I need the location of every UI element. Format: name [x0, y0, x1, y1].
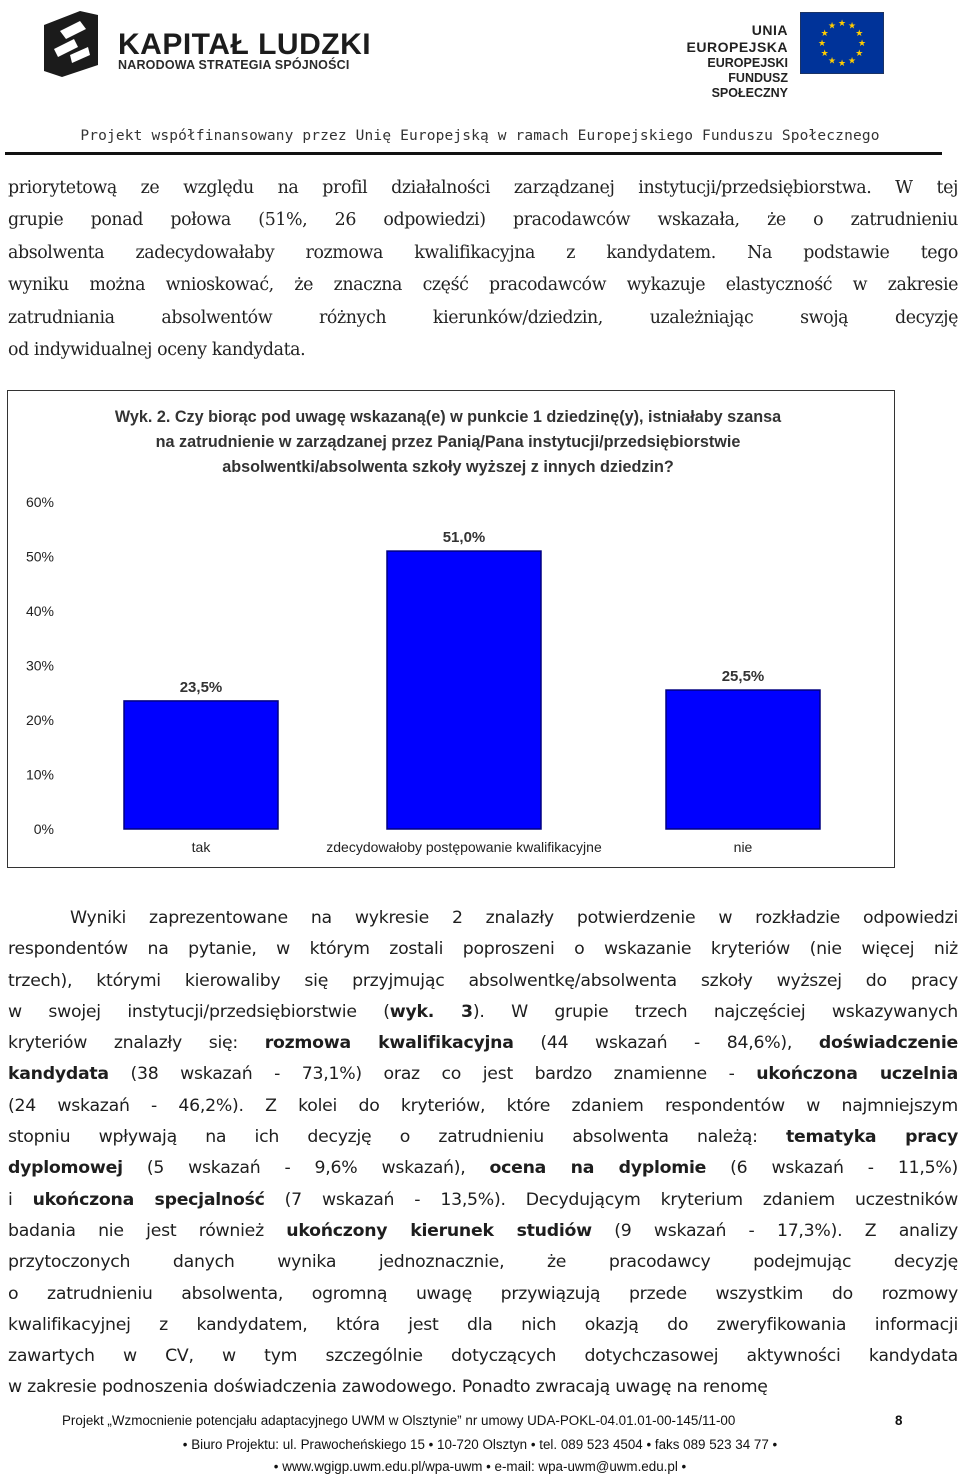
bar — [124, 701, 278, 829]
y-tick-label: 10% — [25, 766, 54, 783]
data-label: 23,5% — [179, 678, 223, 696]
project-cofinancing-line: Projekt współfinansowany przez Unię Europejską w ramach Europejskiego Funduszu Społecznego — [80, 128, 880, 144]
text-line: respondentów na pytanie, w którym zostali poproszeni o wskazanie kryteriów (nie więcej niż — [8, 939, 958, 960]
text-line: trzech), którymi kierowaliby się przyjmując absolwentkę/absolwenta szkoły wyższej do pracy — [8, 970, 958, 991]
eu-star-icon: ★ — [847, 21, 857, 32]
y-tick-label: 50% — [25, 548, 54, 565]
eu-star-icon: ★ — [847, 56, 857, 67]
bold-term: tematyka pracy — [786, 1127, 958, 1148]
bold-term: ukończona uczelnia — [756, 1064, 958, 1085]
eu-star-icon: ★ — [827, 21, 837, 32]
eu-star-icon: ★ — [820, 49, 829, 59]
x-category-label: tak — [191, 839, 211, 855]
text-line: w zakresie podnoszenia doświadczenia zawodowego. Ponadto zwracają uwagę na renomę — [8, 1377, 768, 1398]
eu-star-icon: ★ — [857, 39, 867, 49]
text-line: priorytetową ze względu na profil działalności zarządzanej instytucji/przedsiębiorstwa. W tej — [8, 178, 958, 198]
paragraph-results — [8, 903, 958, 1404]
data-label: 25,5% — [721, 668, 765, 686]
text-line: dyplomowej (5 wskazań - 9,6% wskazań), ocena na dyplomie (6 wskazań - 11,5%) — [8, 1158, 958, 1179]
y-tick-label: 20% — [25, 712, 54, 728]
footer-address-line: • Biuro Projektu: ul. Prawocheńskiego 15 • 10-720 Olsztyn • tel. 089 523 4504 • faks 089 523 34 77 • — [182, 1437, 778, 1452]
bold-term: wyk. 3 — [389, 1001, 473, 1022]
bold-term: ocena na dyplomie — [489, 1158, 707, 1179]
x-category-label: zdecydowałoby postępowanie kwalifikacyjne — [326, 839, 602, 855]
bold-term: dyplomowej — [8, 1158, 123, 1179]
eu-text-block — [652, 22, 788, 101]
y-tick-label: 60% — [25, 494, 54, 510]
y-tick-label: 30% — [25, 657, 54, 674]
page-number: 8 — [895, 1413, 903, 1428]
eu-star-icon: ★ — [837, 59, 847, 69]
paragraph-intro — [8, 172, 958, 366]
chart-plot — [8, 391, 894, 867]
kapital-ludzki-logo — [40, 5, 102, 81]
bold-term: rozmowa kwalifikacyjna — [264, 1033, 514, 1054]
chart-wyk-2 — [7, 390, 895, 868]
text-line: (24 wskazań - 46,2%). Z kolei do kryteriów, które zdaniem respondentów w najmniejszym — [8, 1095, 958, 1116]
text-line: o zatrudnieniu absolwenta, ogromną uwagę przywiązują przede wszystkim do rozmowy — [8, 1283, 958, 1304]
ue-line3: FUNDUSZ SPOŁECZNY — [711, 71, 788, 100]
eu-star-icon: ★ — [855, 49, 864, 59]
text-line: w swojej instytucji/przedsiębiorstwie (wyk. 3). W grupie trzech najczęściej wskazywanych — [8, 1001, 959, 1022]
eu-flag-icon — [800, 12, 884, 74]
ue-line2: EUROPEJSKI — [707, 56, 788, 70]
text-line: kandydata (38 wskazań - 73,1%) oraz co jest bardzo znamienne - ukończona uczelnia — [8, 1064, 958, 1085]
text-line: stopniu wpływają na ich decyzję o zatrudnieniu absolwenta należą: tematyka pracy — [8, 1127, 958, 1148]
kapital-ludzki-title: KAPITAŁ LUDZKI — [118, 28, 372, 61]
text-line: zatrudniania absolwentów różnych kierunków/dziedzin, uzależniając swoją decyzję — [8, 307, 958, 328]
text-line: i ukończona specjalność (7 wskazań - 13,5%). Decydującym kryterium zdaniem uczestników — [8, 1189, 958, 1210]
data-label: 51,0% — [442, 529, 486, 547]
bar — [666, 690, 820, 829]
chart-title-line: na zatrudnienie w zarządzanej przez Panią/Pana instytucji/przedsiębiorstwie — [155, 433, 741, 451]
eu-star-icon: ★ — [817, 39, 827, 49]
text-line: od indywidualnej oceny kandydata. — [8, 340, 306, 361]
kapital-ludzki-subtitle: NARODOWA STRATEGIA SPÓJNOŚCI — [118, 58, 350, 72]
bold-term: ukończony kierunek studiów — [286, 1220, 592, 1241]
text-line: przytoczonych danych wynika jednoznacznie, że pracodawcy podejmując decyzję — [8, 1252, 958, 1273]
eu-star-icon: ★ — [820, 29, 829, 39]
bold-term: ukończona specjalność — [32, 1189, 265, 1210]
footer-project-line: Projekt „Wzmocnienie potencjału adaptacyjnego UWM w Olsztynie” nr umowy UDA-POKL-04.01.01-00-145/11-00 — [62, 1413, 736, 1428]
text-line: kryteriów znalazły się: rozmowa kwalifikacyjna (44 wskazań - 84,6%), doświadczenie — [8, 1033, 958, 1054]
eu-star-icon: ★ — [855, 29, 864, 39]
eu-star-icon: ★ — [827, 56, 837, 67]
chart-title-line: Wyk. 2. Czy biorąc pod uwagę wskazaną(e) w punkcie 1 dziedzinę(y), istniałaby szansa — [114, 408, 782, 426]
y-tick-label: 40% — [25, 603, 54, 619]
text-line: kwalifikacyjnej z kandydatem, która jest dla nich okazją do zweryfikowania informacji — [8, 1314, 958, 1335]
eu-star-icon: ★ — [837, 19, 847, 29]
x-category-label: nie — [733, 839, 753, 855]
chart-title-line: absolwentki/absolwenta szkoły wyższej z innych dziedzin? — [222, 458, 674, 476]
bar — [387, 551, 541, 829]
text-line: Wyniki zaprezentowane na wykresie 2 znalazły potwierdzenie w rozkładzie odpowiedzi — [70, 908, 958, 928]
bold-term: kandydata — [8, 1064, 109, 1085]
footer-web-line: • www.wgigp.uwm.edu.pl/wpa-uwm • e-mail: wpa-uwm@uwm.edu.pl • — [273, 1459, 687, 1474]
y-tick-label: 0% — [33, 821, 54, 837]
text-line: absolwenta zadecydowałaby rozmowa kwalifikacyjna z kandydatem. Na podstawie tego — [8, 242, 958, 263]
bold-term: doświadczenie — [818, 1033, 958, 1054]
text-line: grupie ponad połowa (51%, 26 odpowiedzi) pracodawców wskazała, że o zatrudnieniu — [8, 210, 958, 231]
text-line: badania nie jest również ukończony kierunek studiów (9 wskazań - 17,3%). Z analizy — [8, 1220, 958, 1241]
text-line: zawartych w CV, w tym szczególnie dotyczących dotychczasowej aktywności kandydata — [8, 1346, 958, 1367]
ue-line1: UNIA EUROPEJSKA — [686, 22, 788, 55]
text-line: wyniku można wnioskować, że znaczna część pracodawców wykazuje elastyczność w zakresie — [8, 275, 958, 296]
header-divider — [5, 152, 942, 155]
